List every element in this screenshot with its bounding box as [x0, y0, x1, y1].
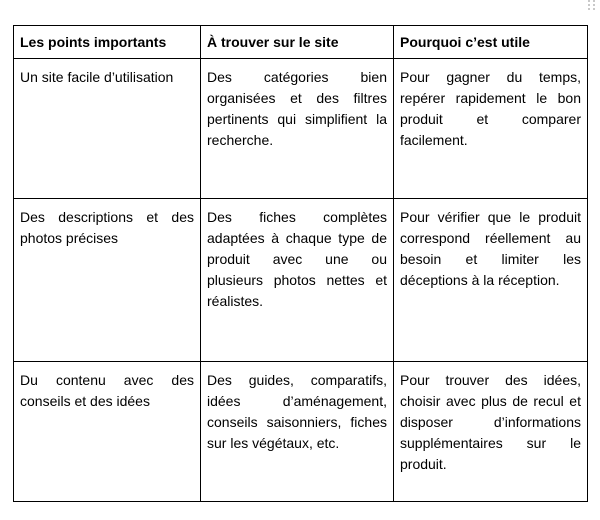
header-cell-points: Les points importants	[14, 26, 201, 59]
drag-handle-icon[interactable]	[588, 0, 598, 12]
table-cell: Des guides, comparatifs, idées d’aménagement, conseils saisonniers, fiches sur les végétaux, etc.	[201, 362, 394, 502]
comparison-table	[13, 25, 588, 502]
table-cell: Des fiches complètes adaptées à chaque type de produit avec une ou plusieurs photos nettes et réalistes.	[201, 199, 394, 362]
header-cell-why: Pourquoi c’est utile	[394, 26, 588, 59]
table-cell: Du contenu avec des conseils et des idées	[14, 362, 201, 502]
table-row	[14, 59, 588, 199]
table-cell: Un site facile d’utilisation	[14, 59, 201, 199]
table-cell: Des catégories bien organisées et des filtres pertinents qui simplifient la recherche.	[201, 59, 394, 199]
table-cell: Des descriptions et des photos précises	[14, 199, 201, 362]
table-row	[14, 199, 588, 362]
table-cell: Pour gagner du temps, repérer rapidement le bon produit et comparer facilement.	[394, 59, 588, 199]
table-cell: Pour trouver des idées, choisir avec plus de recul et disposer d’informations supplémentaires sur le produit.	[394, 362, 588, 502]
table-header-row	[14, 26, 588, 59]
table-cell: Pour vérifier que le produit correspond réellement au besoin et limiter les déceptions à la réception.	[394, 199, 588, 362]
table-row	[14, 362, 588, 502]
header-cell-site: À trouver sur le site	[201, 26, 394, 59]
